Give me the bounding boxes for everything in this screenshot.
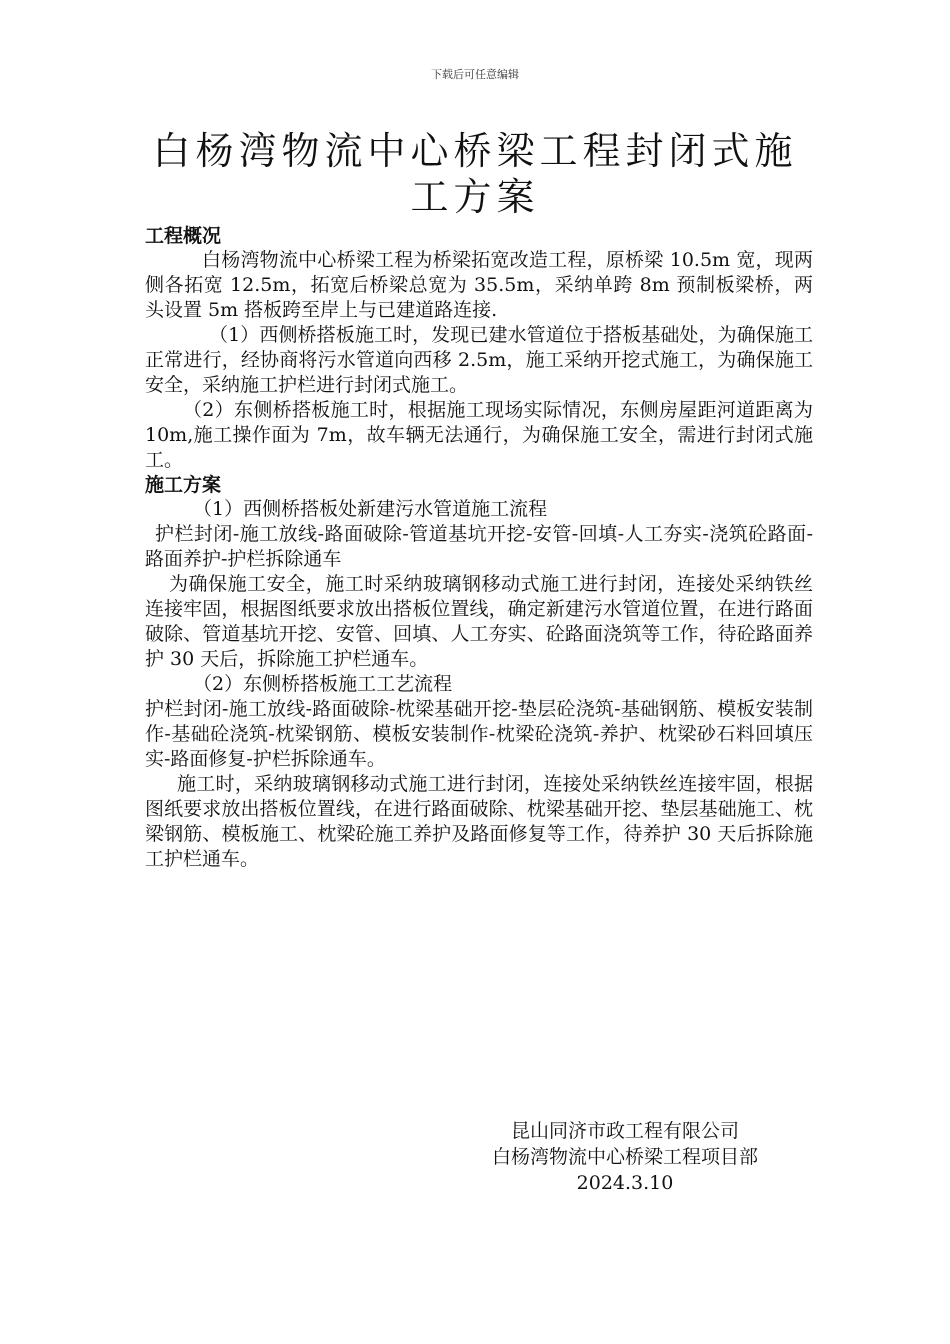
- document-body: [145, 224, 813, 872]
- section-heading-overview: 工程概况: [145, 225, 222, 247]
- overview-paragraph: （2）东侧桥搭板施工时，根据施工现场实际情况，东侧房屋距河道距离为 10m,施工操作面为 7m，故车辆无法通行，为确保施工安全，需进行封闭式施工。: [145, 399, 813, 471]
- plan-paragraph: 为确保施工安全，施工时采纳玻璃钢移动式施工进行封闭，连接处采纳铁丝连接牢固，根据图纸要求放出搭板位置线，确定新建污水管道位置，在进行路面破除、管道基坑开挖、安管、回填、人工夯实、砼路面浇筑等工作，待砼路面养护 30 天后，拆除施工护栏通车。: [145, 573, 813, 670]
- signature-block: [460, 1118, 790, 1196]
- overview-paragraph: （1）西侧桥搭板施工时，发现已建水管道位于搭板基础处，为确保施工正常进行，经协商将污水管道向西移 2.5m，施工采纳开挖式施工，为确保施工安全，采纳施工护栏进行封闭式施工。: [145, 324, 813, 396]
- plan-paragraph: 护栏封闭-施工放线-路面破除-管道基坑开挖-安管-回填-人工夯实-浇筑砼路面-路面养护-护栏拆除通车: [145, 523, 813, 570]
- document-title: 白杨湾物流中心桥梁工程封闭式施工方案: [152, 129, 798, 219]
- header-note: 下载后可任意编辑: [431, 68, 519, 81]
- signature-date: 2024.3.10: [576, 1172, 674, 1194]
- plan-paragraph: 施工时，采纳玻璃钢移动式施工进行封闭，连接处采纳铁丝连接牢固，根据图纸要求放出搭板位置线，在进行路面破除、枕梁基础开挖、垫层基础施工、枕梁钢筋、模板施工、枕梁砼施工养护及路面修复等工作，待养护 30 天后拆除施工护栏通车。: [145, 773, 813, 870]
- plan-paragraph: （1）西侧桥搭板处新建污水管道施工流程: [193, 498, 548, 520]
- section-heading-plan: 施工方案: [145, 474, 222, 496]
- plan-paragraph: （2）东侧桥搭板施工工艺流程: [193, 673, 453, 695]
- signature-department: 白杨湾物流中心桥梁工程项目部: [491, 1146, 758, 1168]
- signature-company: 昆山同济市政工程有限公司: [510, 1120, 739, 1142]
- plan-paragraph: 护栏封闭-施工放线-路面破除-枕梁基础开挖-垫层砼浇筑-基础钢筋、模板安装制作-基础砼浇筑-枕梁钢筋、模板安装制作-枕梁砼浇筑-养护、枕梁砂石料回填压实-路面修复-护栏拆除通车。: [145, 698, 813, 770]
- overview-paragraph: 白杨湾物流中心桥梁工程为桥梁拓宽改造工程，原桥梁 10.5m 宽，现两侧各拓宽 12.5m，拓宽后桥梁总宽为 35.5m，采纳单跨 8m 预制板梁桥，两头设置 5m 搭板跨至岸上与已建道路连接.: [145, 249, 813, 321]
